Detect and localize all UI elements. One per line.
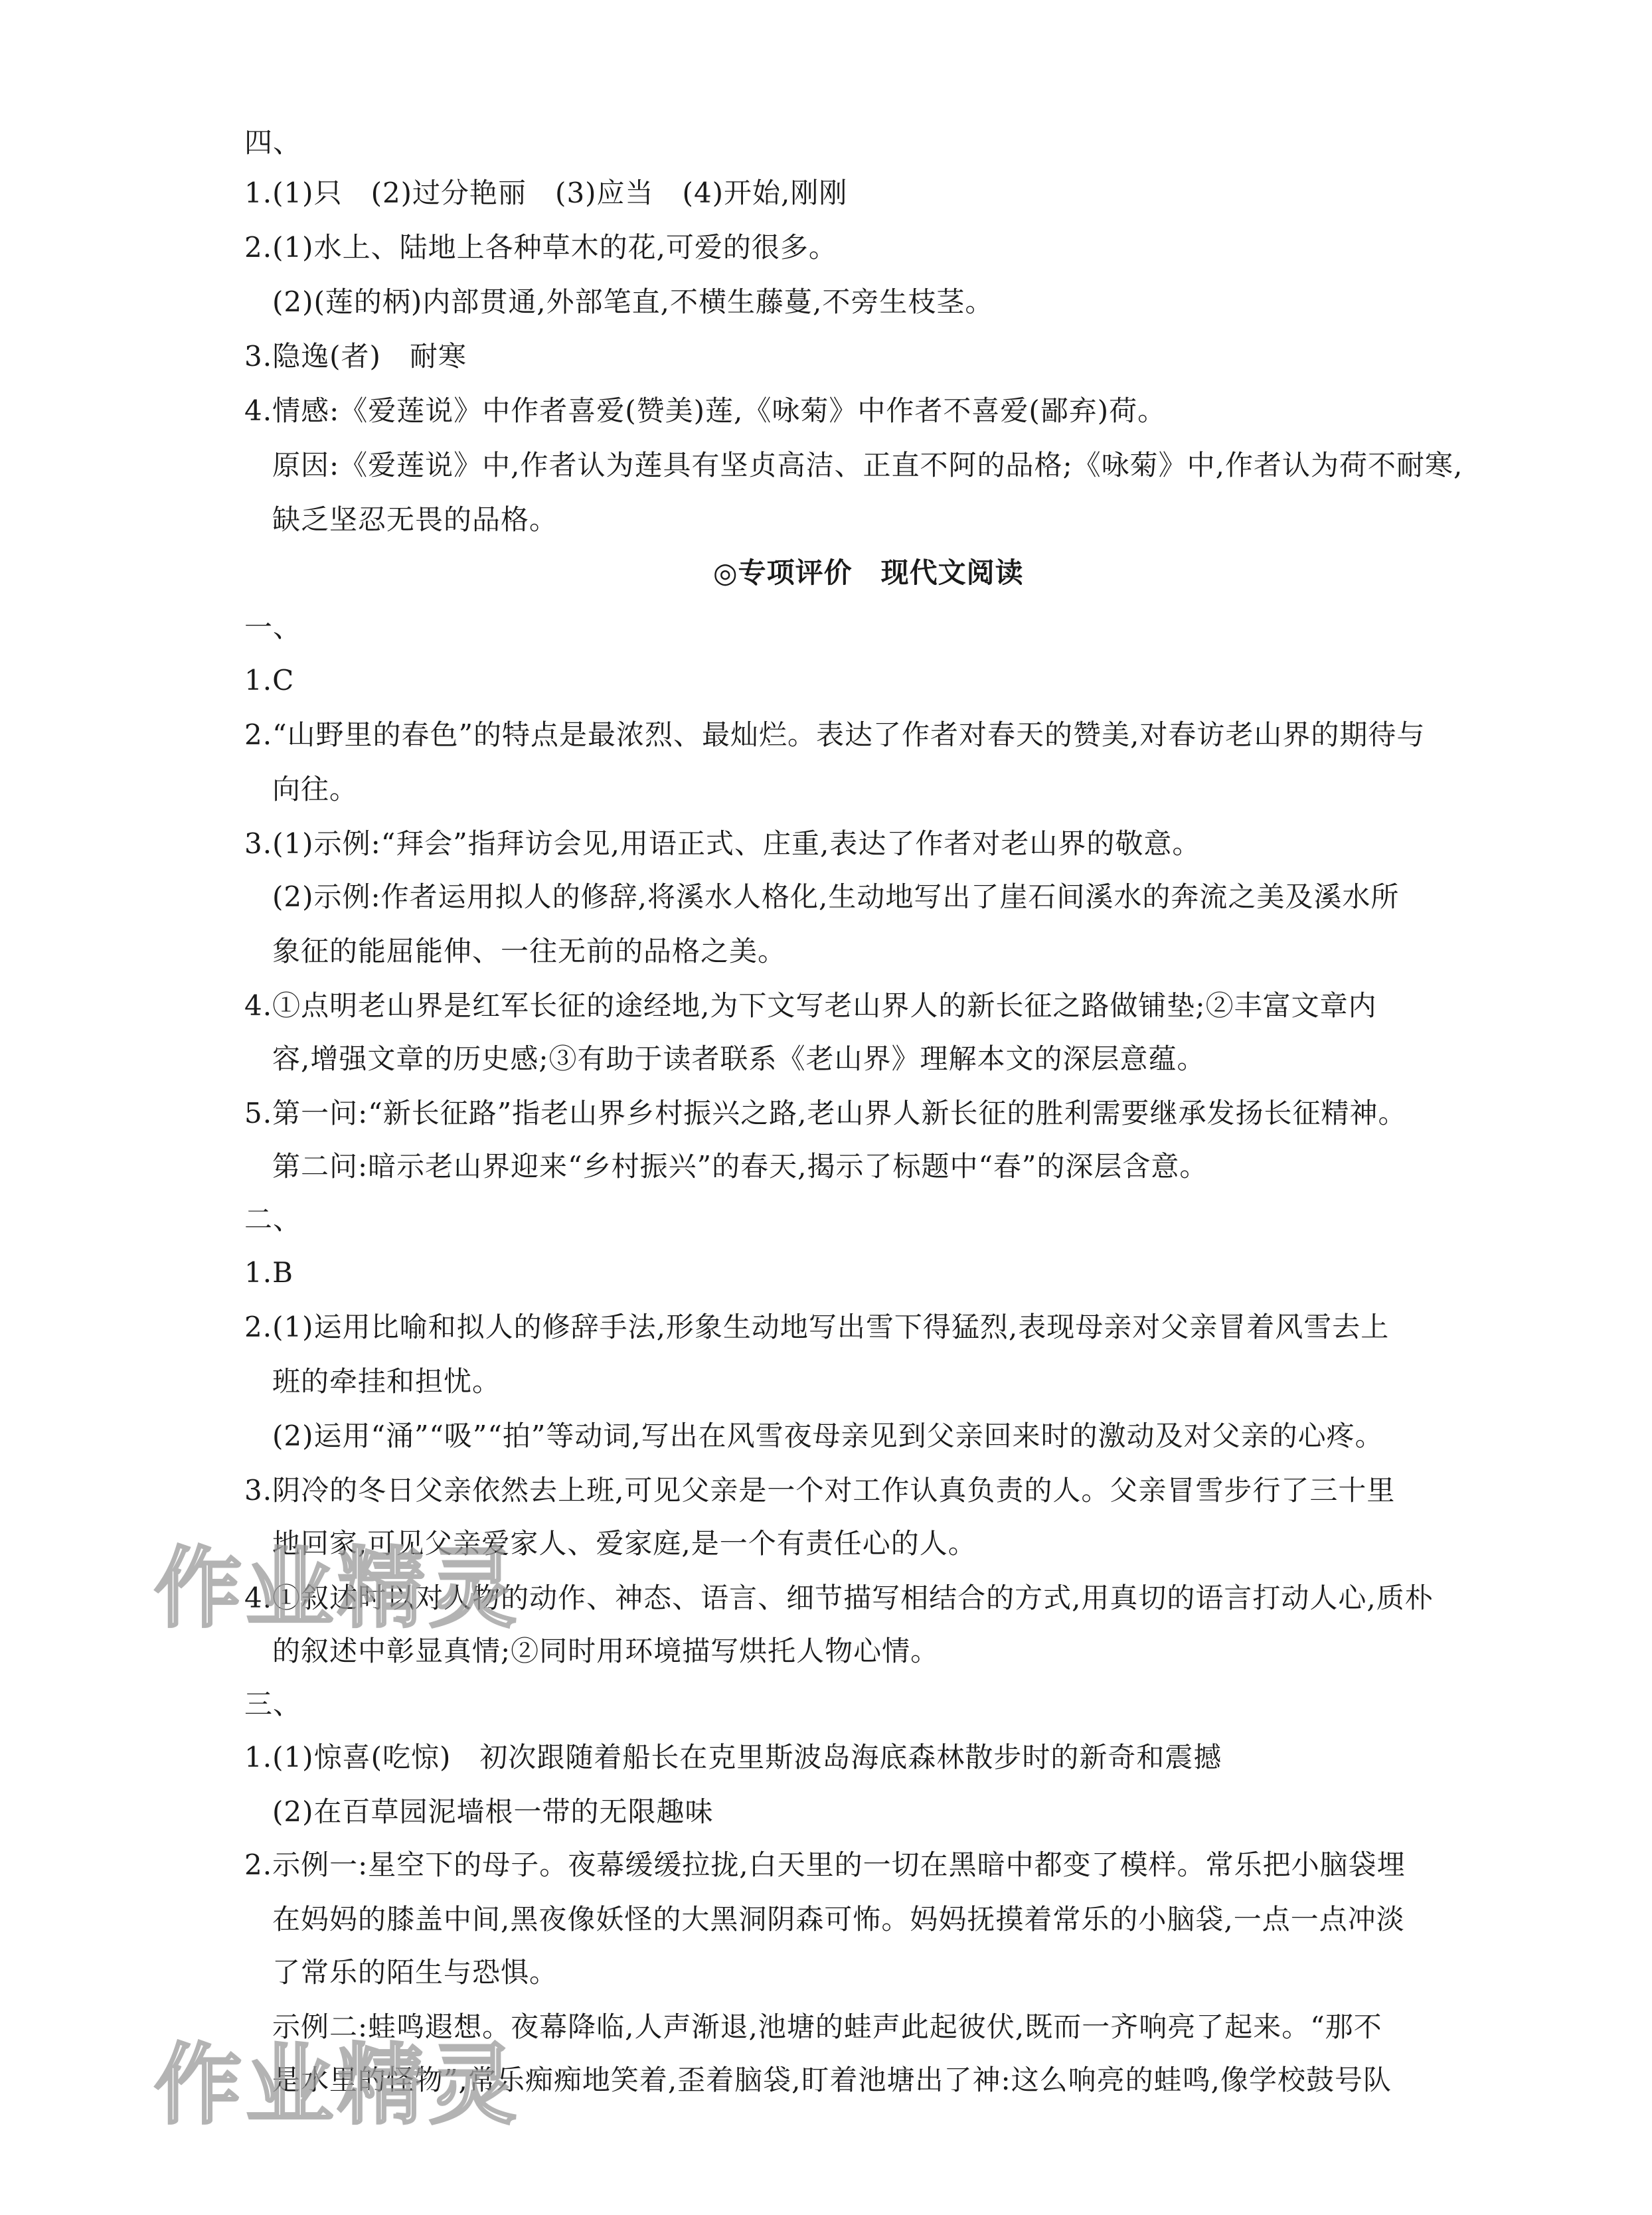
- answer-line: 2.(1)运用比喻和拟人的修辞手法,形象生动地写出雪下得猛烈,表现母亲对父亲冒着风雪去上: [244, 1311, 1390, 1343]
- answer-line: 4.①叙述时以对人物的动作、神态、语言、细节描写相结合的方式,用真切的语言打动人心,质朴: [244, 1582, 1434, 1614]
- section-heading: ◎专项评价 现代文阅读: [713, 556, 1024, 589]
- answer-line: 班的牵挂和担忧。: [272, 1365, 501, 1398]
- answer-line: 示例二:蛙鸣遐想。夜幕降临,人声渐退,池塘的蛙声此起彼伏,既而一齐响亮了起来。“那不: [272, 2010, 1382, 2043]
- answer-line: 了常乐的陌生与恐惧。: [272, 1956, 558, 1989]
- watermark: 作业精灵: [154, 2034, 521, 2137]
- answer-line: 的叙述中彰显真情;②同时用环境描写烘托人物心情。: [272, 1635, 940, 1667]
- answer-line: 4.情感:《爱莲说》中作者喜爱(赞美)莲,《咏菊》中作者不喜爱(鄙弃)荷。: [244, 394, 1167, 427]
- answer-line: 1.B: [244, 1256, 293, 1289]
- answer-line: 容,增强文章的历史感;③有助于读者联系《老山界》理解本文的深层意蕴。: [272, 1042, 1206, 1075]
- answer-line: 在妈妈的膝盖中间,黑夜像妖怪的大黑洞阴森可怖。妈妈抚摸着常乐的小脑袋,一点一点冲淡: [272, 1903, 1405, 1935]
- section-three-label: 三、: [244, 1688, 302, 1720]
- answer-line: 象征的能屈能伸、一往无前的品格之美。: [272, 935, 787, 967]
- answer-line: 第二问:暗示老山界迎来“乡村振兴”的春天,揭示了标题中“春”的深层含意。: [272, 1150, 1208, 1183]
- answer-line: 5.第一问:“新长征路”指老山界乡村振兴之路,老山界人新长征的胜利需要继承发扬长征精神。: [244, 1097, 1407, 1129]
- answer-line: 1.(1)惊喜(吃惊) 初次跟随着船长在克里斯波岛海底森林散步时的新奇和震撼: [244, 1741, 1222, 1773]
- answer-line: 3.(1)示例:“拜会”指拜访会见,用语正式、庄重,表达了作者对老山界的敬意。: [244, 827, 1201, 860]
- answer-line: 缺乏坚忍无畏的品格。: [272, 503, 558, 536]
- answer-line: 地回家,可见父亲爱家人、爱家庭,是一个有责任心的人。: [272, 1527, 977, 1560]
- section-four-label: 四、: [244, 126, 302, 159]
- answer-line: 原因:《爱莲说》中,作者认为莲具有坚贞高洁、正直不阿的品格;《咏菊》中,作者认为荷不耐寒,: [272, 449, 1463, 481]
- section-two-label: 二、: [244, 1203, 302, 1236]
- answer-line: (2)在百草园泥墙根一带的无限趣味: [272, 1795, 714, 1828]
- watermark: 作业精灵: [154, 1538, 521, 1640]
- answer-line: 3.隐逸(者) 耐寒: [244, 340, 467, 372]
- answer-line: 4.①点明老山界是红军长征的途经地,为下文写老山界人的新长征之路做铺垫;②丰富文章内: [244, 989, 1377, 1022]
- answer-line: 1.(1)只 (2)过分艳丽 (3)应当 (4)开始,刚刚: [244, 177, 848, 209]
- answer-line: 2.(1)水上、陆地上各种草木的花,可爱的很多。: [244, 231, 837, 264]
- answer-line: 2.示例一:星空下的母子。夜幕缓缓拉拢,白天里的一切在黑暗中都变了模样。常乐把小脑袋埋: [244, 1848, 1406, 1881]
- answer-line: 1.C: [244, 664, 295, 697]
- answer-line: (2)运用“涌”“吸”“拍”等动词,写出在风雪夜母亲见到父亲回来时的激动及对父亲的心疼。: [272, 1420, 1384, 1452]
- answer-line: (2)(莲的柄)内部贯通,外部笔直,不横生藤蔓,不旁生枝茎。: [272, 286, 994, 318]
- section-one-label: 一、: [244, 611, 302, 643]
- answer-line: 2.“山野里的春色”的特点是最浓烈、最灿烂。表达了作者对春天的赞美,对春访老山界的期待与: [244, 718, 1426, 751]
- answer-line: 3.阴冷的冬日父亲依然去上班,可见父亲是一个对工作认真负责的人。父亲冒雪步行了三十里: [244, 1474, 1396, 1507]
- answer-line: (2)示例:作者运用拟人的修辞,将溪水人格化,生动地写出了崖石间溪水的奔流之美及溪水所: [272, 880, 1400, 913]
- answer-line: 是水里的怪物”,常乐痴痴地笑着,歪着脑袋,盯着池塘出了神:这么响亮的蛙鸣,像学校鼓号队: [272, 2064, 1392, 2096]
- answer-line: 向往。: [272, 773, 359, 805]
